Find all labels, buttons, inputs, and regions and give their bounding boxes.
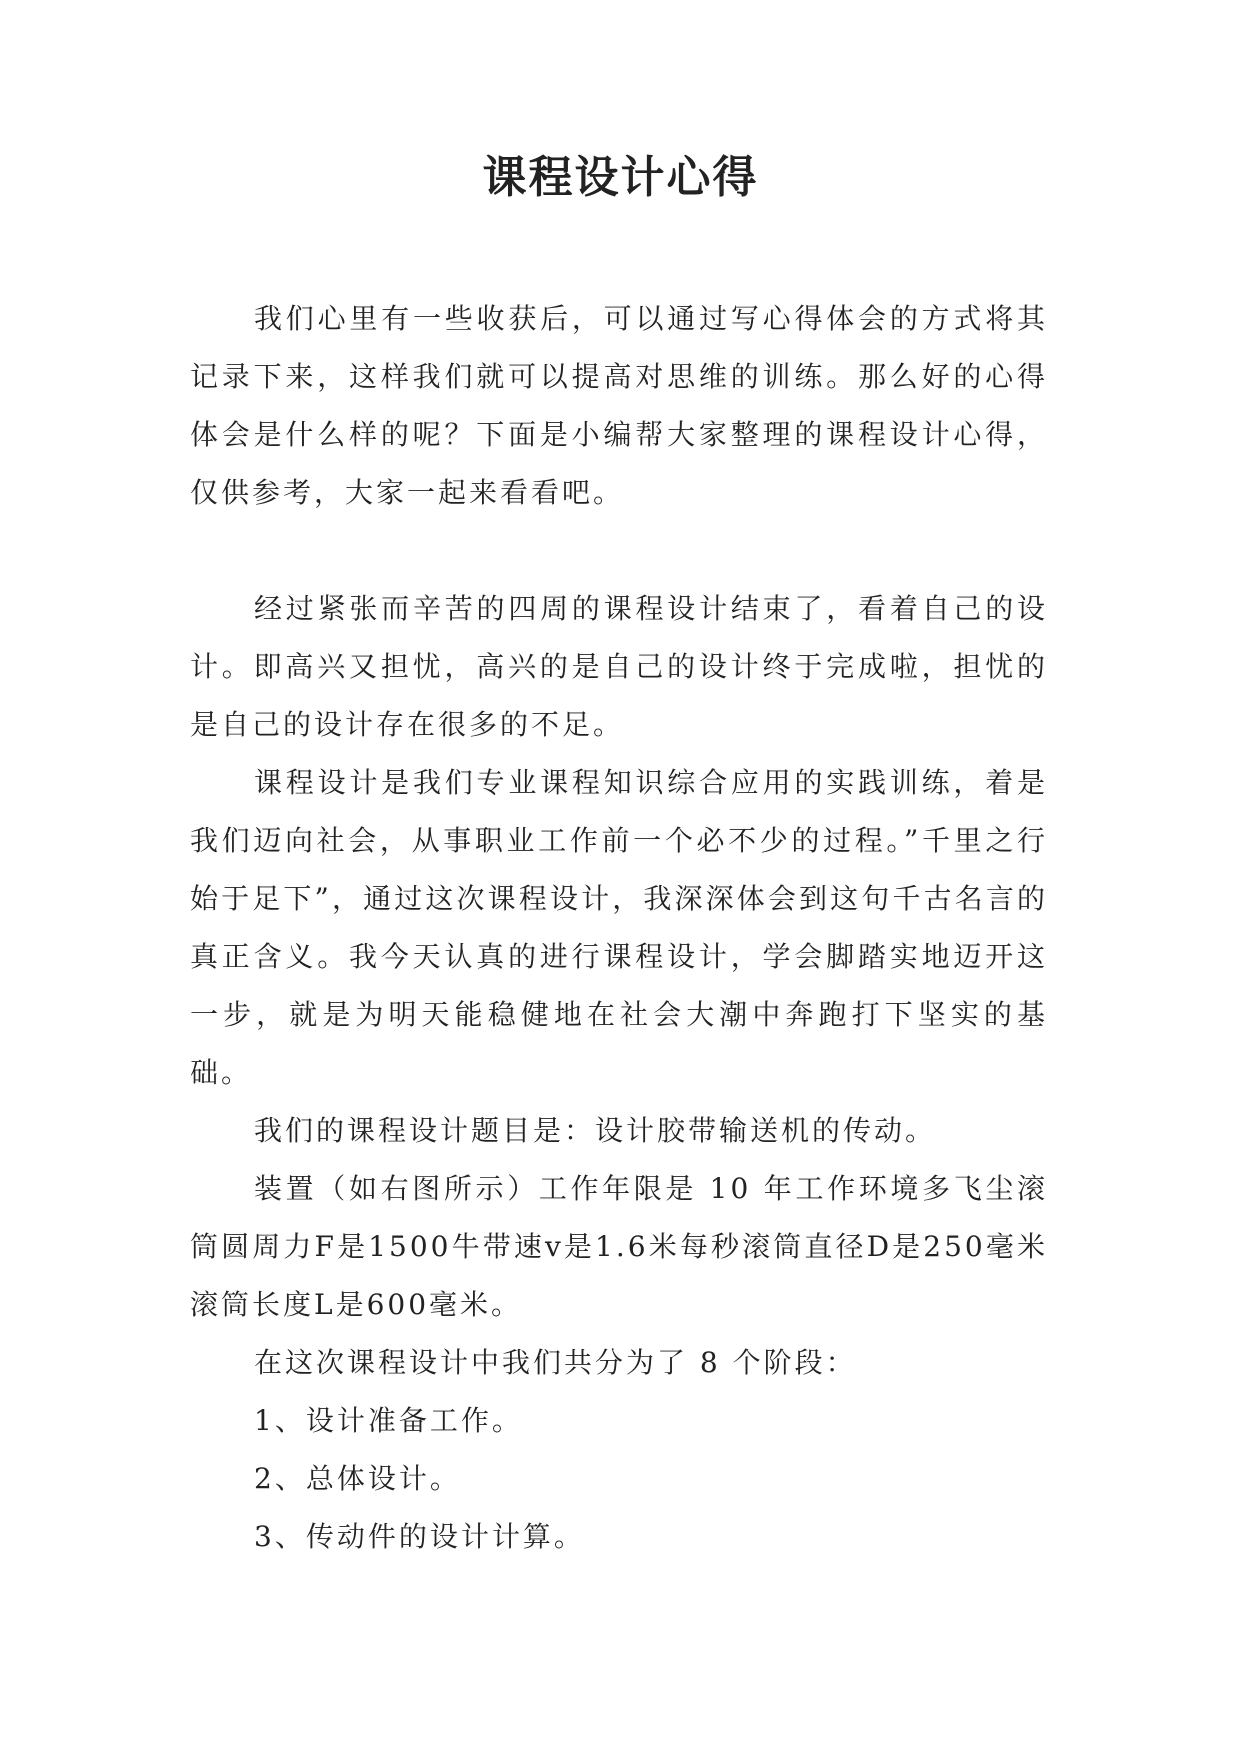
- document-title: 课程设计心得: [482, 152, 759, 203]
- body-paragraph: 在这次课程设计中我们共分为了 8 个阶段：: [254, 1346, 857, 1379]
- list-item: 2、总体设计。: [254, 1462, 461, 1495]
- intro-paragraph: 我们心里有一些收获后，可以通过写心得体会的方式将其记录下来，这样我们就可以提高对思维的训练。那么好的心得体会是什么样的呢？下面是小编帮大家整理的课程设计心得，仅供参考，大家一起来看看吧。: [190, 302, 1048, 509]
- list-item: 1、设计准备工作。: [254, 1404, 523, 1437]
- body-paragraph: 经过紧张而辛苦的四周的课程设计结束了，看着自己的设计。即高兴又担忧，高兴的是自己的设计终于完成啦，担忧的是自己的设计存在很多的不足。: [190, 592, 1048, 741]
- document-body: [190, 290, 1048, 1566]
- body-paragraph: 装置（如右图所示）工作年限是 10 年工作环境多飞尘滚筒圆周力F是1500牛带速v是1.6米每秒滚筒直径D是250毫米滚筒长度L是600毫米。: [190, 1172, 1048, 1321]
- paragraph-spacer: [190, 522, 1048, 580]
- body-paragraph: 课程设计是我们专业课程知识综合应用的实践训练，着是我们迈向社会，从事职业工作前一个必不少的过程。”千里之行始于足下”，通过这次课程设计，我深深体会到这句千古名言的真正含义。我今天认真的进行课程设计，学会脚踏实地迈开这一步，就是为明天能稳健地在社会大潮中奔跑打下坚实的基础。: [190, 766, 1048, 1089]
- body-paragraph: 我们的课程设计题目是：设计胶带输送机的传动。: [254, 1114, 937, 1147]
- list-item: 3、传动件的设计计算。: [254, 1520, 585, 1553]
